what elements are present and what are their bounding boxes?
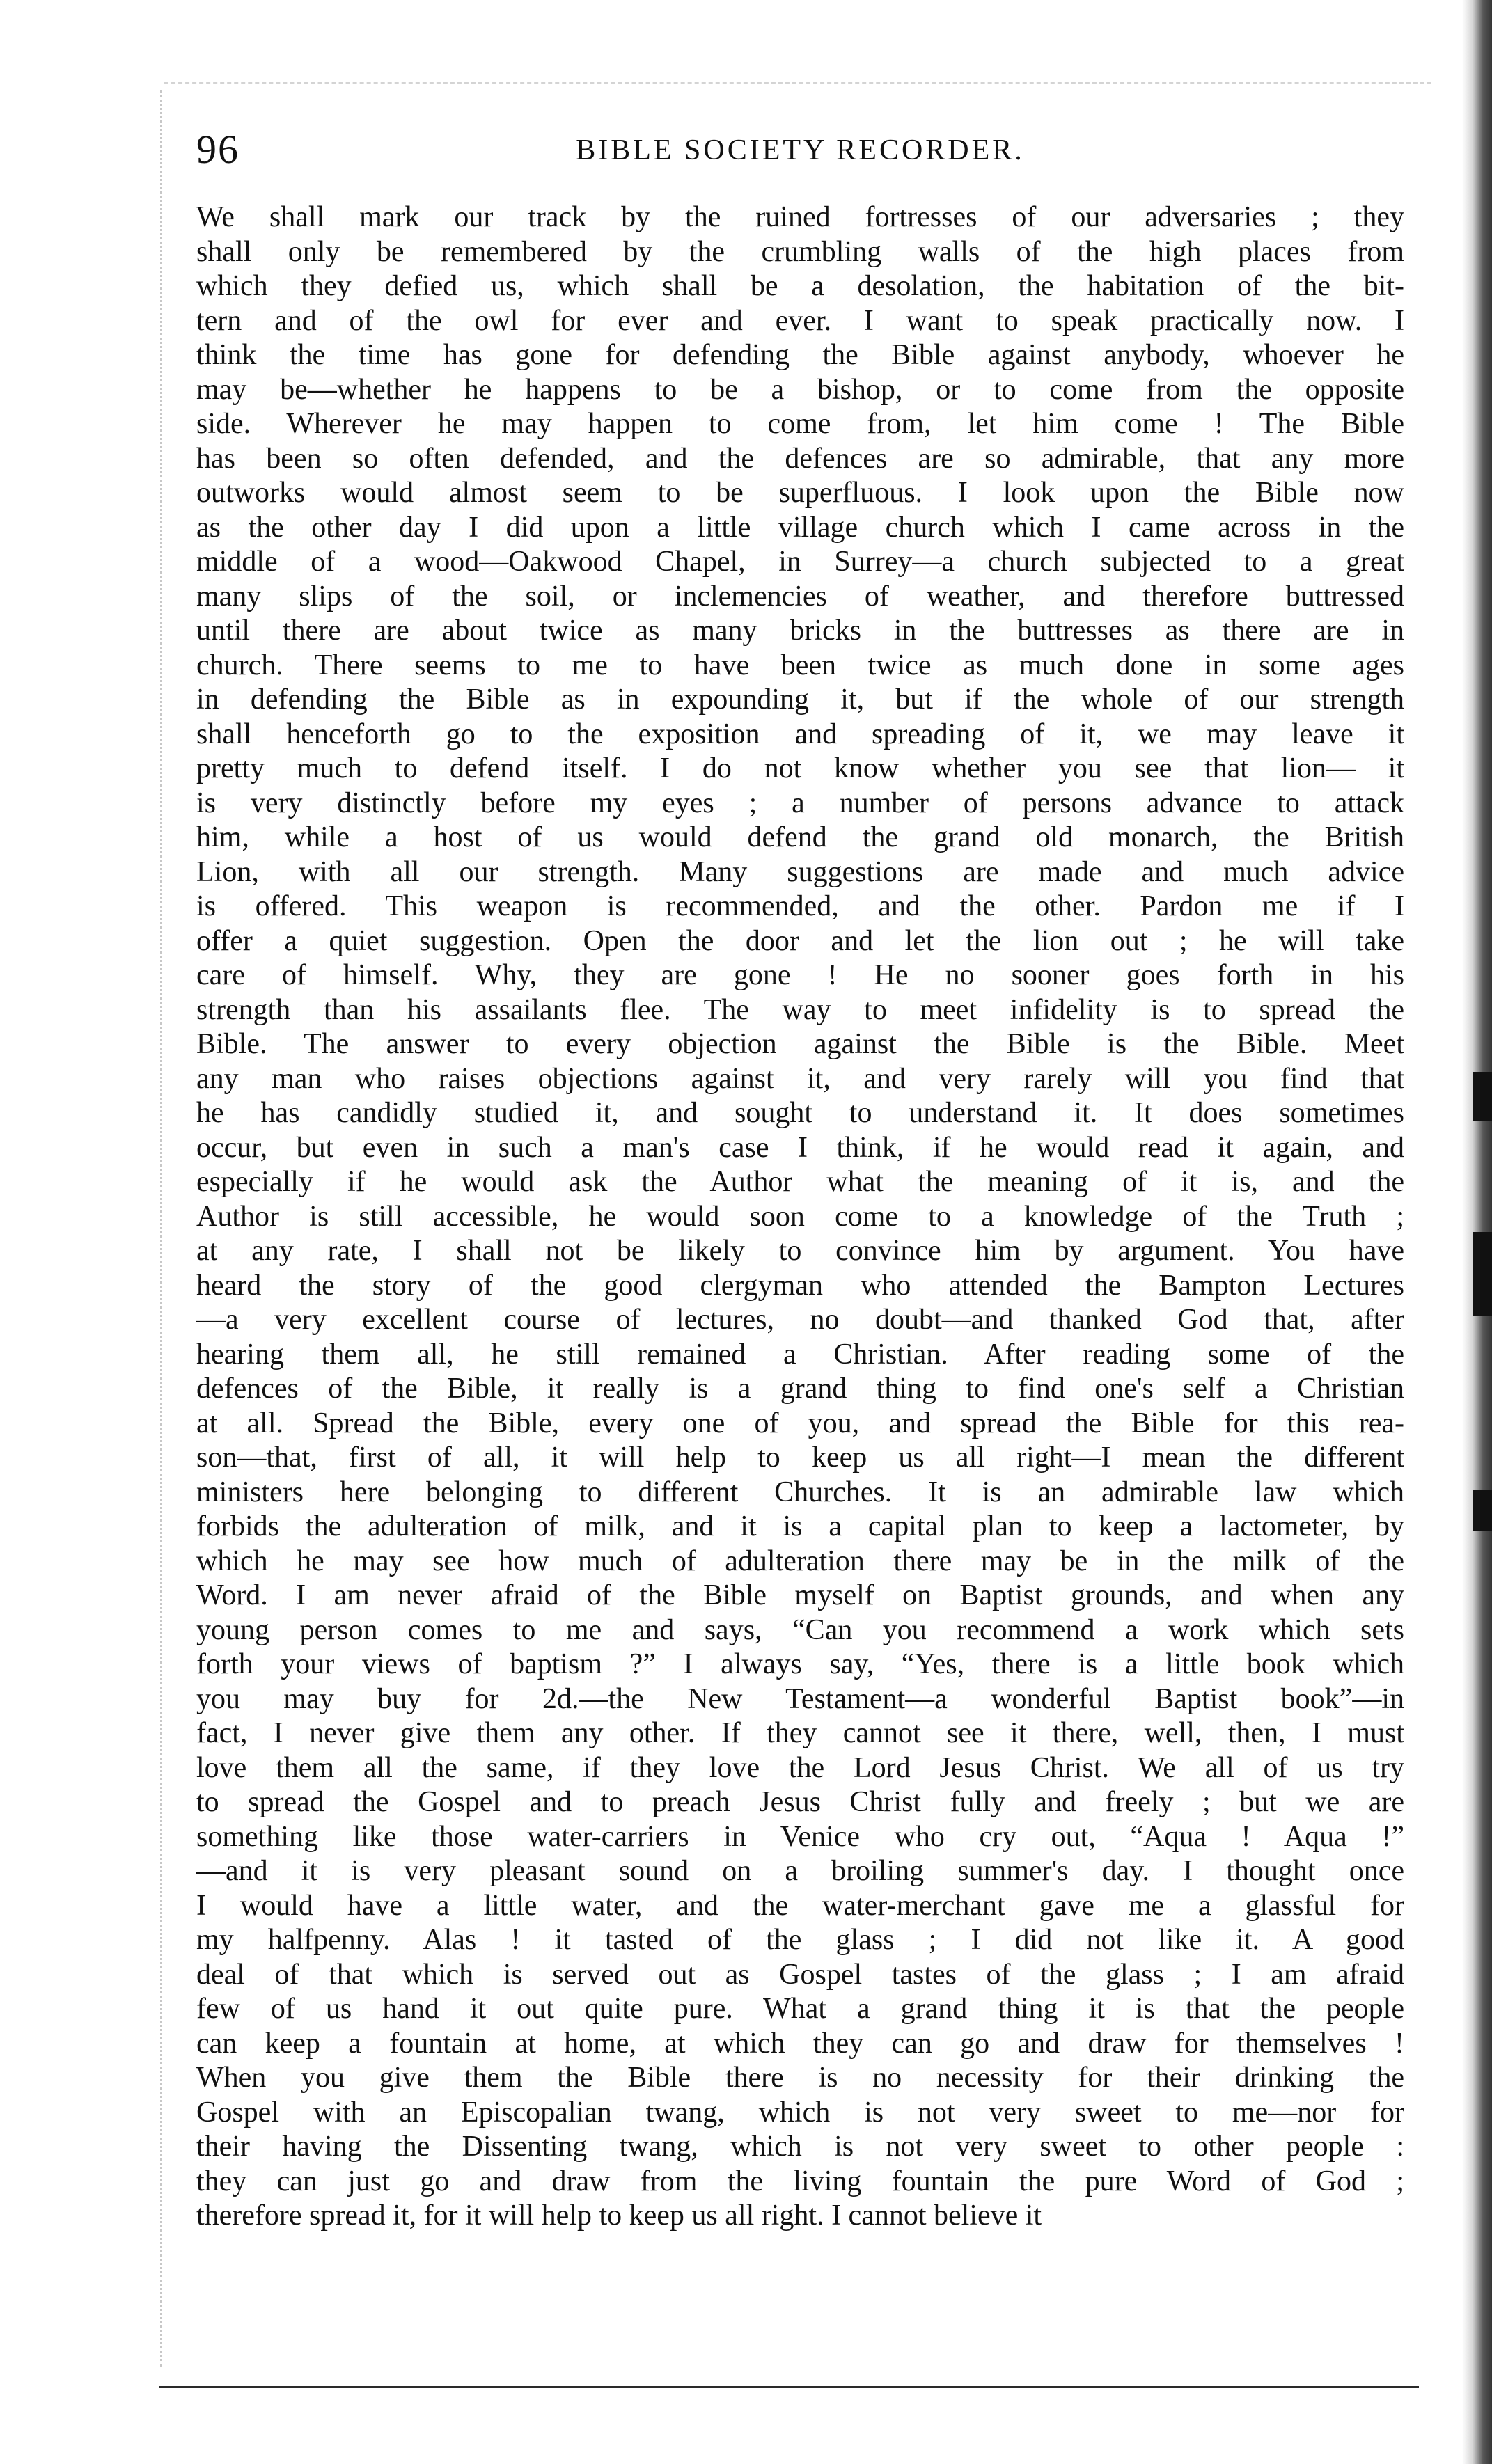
- text-line: deal of that which is served out as Gospel tastes of the glass ; I am afraid: [196, 1958, 1404, 1991]
- text-line: strength than his assailants flee. The way to meet infidelity is to spread the: [196, 993, 1404, 1026]
- text-line: young person comes to me and says, “Can you recommend a work which sets: [196, 1613, 1404, 1646]
- text-line: at all. Spread the Bible, every one of you, and spread the Bible for this rea-: [196, 1407, 1404, 1439]
- text-line: hearing them all, he still remained a Christian. After reading some of the: [196, 1338, 1404, 1371]
- text-line: Gospel with an Episcopalian twang, which is not very sweet to me—nor for: [196, 2096, 1404, 2129]
- text-line: until there are about twice as many bricks in the buttresses as there are in: [196, 615, 1404, 647]
- text-line: heard the story of the good clergyman who attended the Bampton Lectures: [196, 1269, 1404, 1302]
- page-edge-mark: [1473, 1072, 1492, 1121]
- page-number: 96: [196, 127, 239, 172]
- text-line: think the time has gone for defending the Bible against anybody, whoever he: [196, 339, 1404, 371]
- text-line: you may buy for 2d.—the New Testament—a wonderful Baptist book”—in: [196, 1682, 1404, 1715]
- text-line: has been so often defended, and the defences are so admirable, that any more: [196, 442, 1404, 475]
- text-line: forth your views of baptism ?” I always say, “Yes, there is a little book which: [196, 1648, 1404, 1680]
- text-line: We shall mark our track by the ruined fortresses of our adversaries ; they: [196, 201, 1404, 233]
- text-line: When you give them the Bible there is no necessity for their drinking the: [196, 2062, 1404, 2094]
- text-line: side. Wherever he may happen to come from, let him come ! The Bible: [196, 408, 1404, 440]
- text-line: Word. I am never afraid of the Bible myself on Baptist grounds, and when any: [196, 1579, 1404, 1611]
- text-line: forbids the adulteration of milk, and it is a capital plan to keep a lactometer, by: [196, 1510, 1404, 1542]
- text-line: to spread the Gospel and to preach Jesus Christ fully and freely ; but we are: [196, 1786, 1404, 1818]
- text-line: therefore spread it, for it will help to keep us all right. I cannot believe it: [196, 2200, 1042, 2232]
- text-line: defences of the Bible, it really is a grand thing to find one's self a Christian: [196, 1373, 1404, 1405]
- text-line: something like those water-carriers in Venice who cry out, “Aqua ! Aqua !”: [196, 1820, 1404, 1853]
- text-line: ministers here belonging to different Churches. It is an admirable law which: [196, 1476, 1404, 1508]
- text-line: tern and of the owl for ever and ever. I want to speak practically now. I: [196, 304, 1404, 337]
- text-line: outworks would almost seem to be superfluous. I look upon the Bible now: [196, 477, 1404, 509]
- text-line: which he may see how much of adulteration there may be in the milk of the: [196, 1545, 1404, 1577]
- running-head: BIBLE SOCIETY RECORDER.: [576, 134, 1025, 166]
- text-line: middle of a wood—Oakwood Chapel, in Surrey—a church subjected to a great: [196, 546, 1404, 578]
- text-line: shall only be remembered by the crumbling walls of the high places from: [196, 235, 1404, 268]
- text-line: many slips of the soil, or inclemencies of weather, and therefore buttressed: [196, 580, 1404, 613]
- text-line: fact, I never give them any other. If they cannot see it there, well, then, I must: [196, 1717, 1404, 1749]
- page-edge-mark: [1473, 1232, 1492, 1316]
- text-line: Lion, with all our strength. Many suggestions are made and much advice: [196, 855, 1404, 888]
- body-text: [196, 200, 1404, 2234]
- bottom-rule: [159, 2386, 1419, 2388]
- left-margin-rule: [160, 90, 162, 2367]
- text-line: their having the Dissenting twang, which is not very sweet to other people :: [196, 2131, 1404, 2163]
- text-line: at any rate, I shall not be likely to convince him by argument. You have: [196, 1235, 1404, 1267]
- page-header: [196, 125, 1404, 188]
- text-line: I would have a little water, and the water-merchant gave me a glassful for: [196, 1889, 1404, 1922]
- text-line: my halfpenny. Alas ! it tasted of the glass ; I did not like it. A good: [196, 1924, 1404, 1956]
- text-line: occur, but even in such a man's case I think, if he would read it again, and: [196, 1131, 1404, 1164]
- text-line: in defending the Bible as in expounding it, but if the whole of our strength: [196, 684, 1404, 716]
- text-line: especially if he would ask the Author what the meaning of it is, and the: [196, 1166, 1404, 1198]
- text-line: pretty much to defend itself. I do not know whether you see that lion— it: [196, 752, 1404, 784]
- text-line: love them all the same, if they love the Lord Jesus Christ. We all of us try: [196, 1751, 1404, 1784]
- text-line: shall henceforth go to the exposition and spreading of it, we may leave it: [196, 718, 1404, 750]
- text-line: him, while a host of us would defend the grand old monarch, the British: [196, 821, 1404, 853]
- text-line: few of us hand it out quite pure. What a grand thing it is that the people: [196, 1993, 1404, 2025]
- page-edge-mark: [1473, 1490, 1492, 1531]
- text-line: any man who raises objections against it, and very rarely will you find that: [196, 1062, 1404, 1095]
- text-line: which they defied us, which shall be a desolation, the habitation of the bit-: [196, 270, 1404, 302]
- text-line: offer a quiet suggestion. Open the door and let the lion out ; he will take: [196, 924, 1404, 957]
- text-line: is very distinctly before my eyes ; a number of persons advance to attack: [196, 787, 1404, 819]
- text-line: Bible. The answer to every objection against the Bible is the Bible. Meet: [196, 1028, 1404, 1060]
- text-line: —a very excellent course of lectures, no doubt—and thanked God that, after: [196, 1304, 1404, 1336]
- text-line: may be—whether he happens to be a bishop, or to come from the opposite: [196, 373, 1404, 406]
- top-rule: [164, 82, 1431, 84]
- text-line: son—that, first of all, it will help to keep us all right—I mean the different: [196, 1442, 1404, 1474]
- text-line: can keep a fountain at home, at which they can go and draw for themselves !: [196, 2027, 1404, 2060]
- text-line: Author is still accessible, he would soon come to a knowledge of the Truth ;: [196, 1200, 1404, 1233]
- text-line: church. There seems to me to have been twice as much done in some ages: [196, 649, 1404, 681]
- text-line: they can just go and draw from the living fountain the pure Word of God ;: [196, 2165, 1404, 2197]
- text-line: he has candidly studied it, and sought to understand it. It does sometimes: [196, 1097, 1404, 1129]
- text-line: —and it is very pleasant sound on a broiling summer's day. I thought once: [196, 1855, 1404, 1887]
- text-line: as the other day I did upon a little village church which I came across in the: [196, 511, 1404, 544]
- text-line: care of himself. Why, they are gone ! He no sooner goes forth in his: [196, 959, 1404, 991]
- text-line: is offered. This weapon is recommended, and the other. Pardon me if I: [196, 890, 1404, 922]
